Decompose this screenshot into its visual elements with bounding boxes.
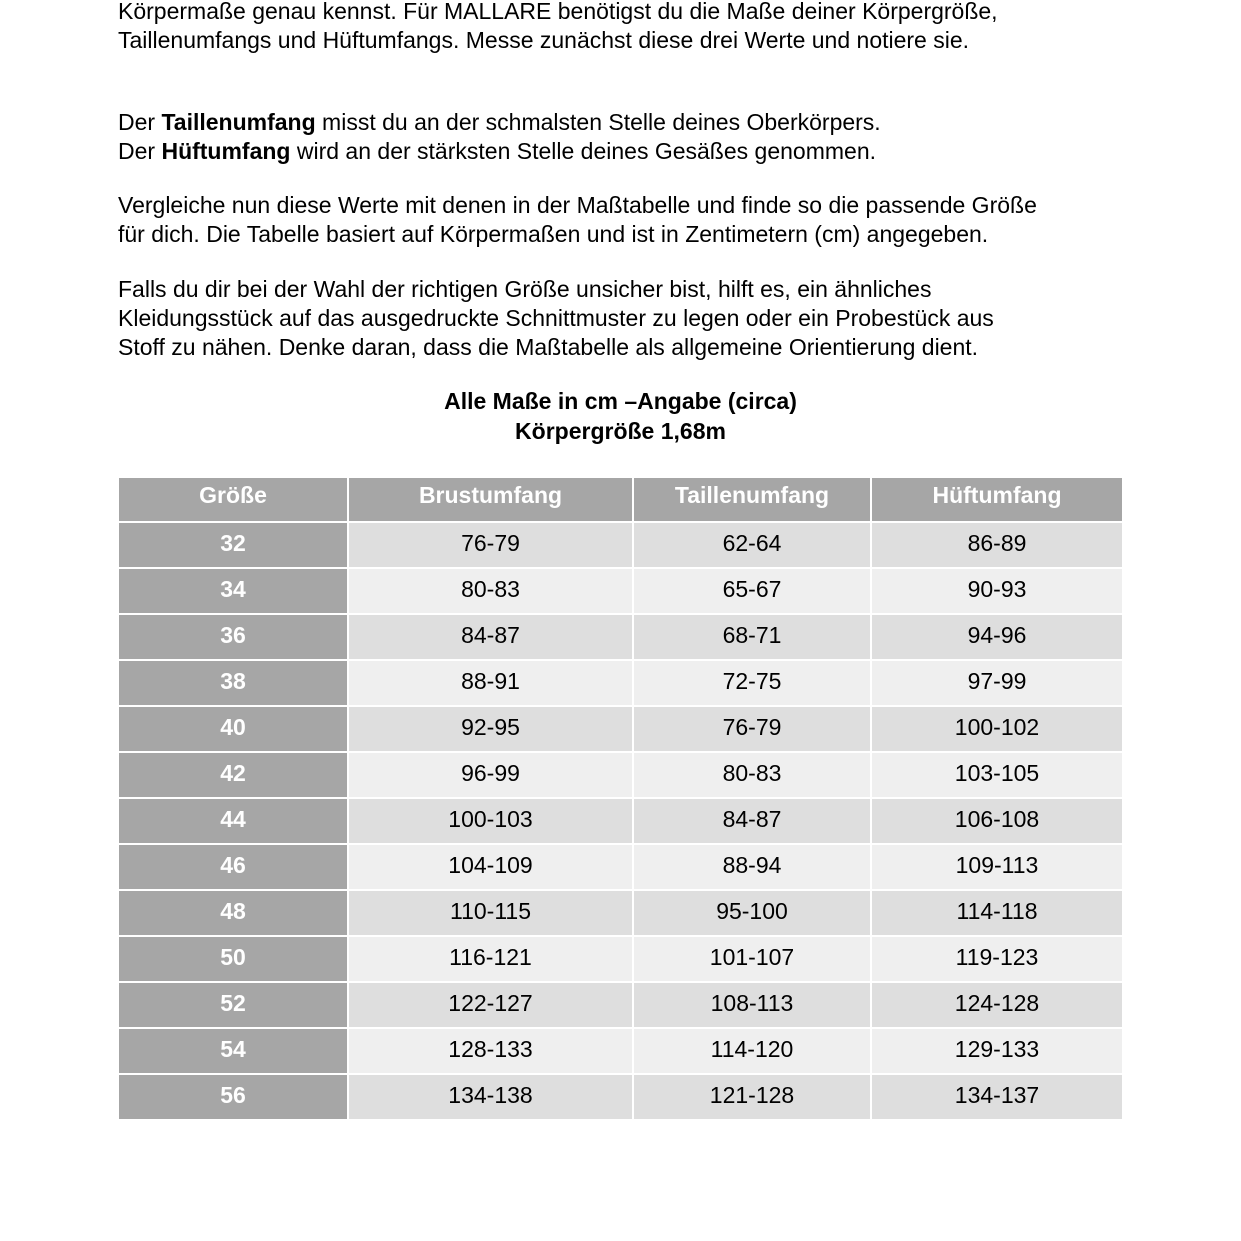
table-row <box>119 1075 1122 1119</box>
waist-rest: misst du an der schmalsten Stelle deines Oberkörpers. <box>315 109 881 135</box>
bust-cell: 128-133 <box>349 1029 632 1073</box>
table-row <box>119 615 1122 659</box>
table-row <box>119 1029 1122 1073</box>
hip-cell: 90-93 <box>872 569 1122 613</box>
bust-cell: 104-109 <box>349 845 632 889</box>
hip-cell: 129-133 <box>872 1029 1122 1073</box>
waist-cell: 65-67 <box>634 569 870 613</box>
hip-prefix: Der <box>118 138 162 164</box>
waist-cell: 76-79 <box>634 707 870 751</box>
waist-cell: 80-83 <box>634 753 870 797</box>
bust-cell: 84-87 <box>349 615 632 659</box>
size-cell: 54 <box>119 1029 347 1073</box>
hip-cell: 134-137 <box>872 1075 1122 1119</box>
bust-cell: 80-83 <box>349 569 632 613</box>
unsure-line-3: Stoff zu nähen. Denke daran, dass die Maßtabelle als allgemeine Orientierung dient. <box>118 334 979 360</box>
waist-cell: 68-71 <box>634 615 870 659</box>
measure-instructions <box>118 108 881 166</box>
size-cell: 44 <box>119 799 347 843</box>
size-cell: 34 <box>119 569 347 613</box>
table-body <box>119 523 1122 1119</box>
hip-cell: 94-96 <box>872 615 1122 659</box>
hip-instruction <box>118 137 881 166</box>
table-row <box>119 983 1122 1027</box>
bust-cell: 116-121 <box>349 937 632 981</box>
table-row <box>119 937 1122 981</box>
compare-line-2: für dich. Die Tabelle basiert auf Körpermaßen und ist in Zentimetern (cm) angegeben. <box>118 221 989 247</box>
hip-cell: 86-89 <box>872 523 1122 567</box>
waist-instruction <box>118 108 881 137</box>
table-header-row <box>119 478 1122 521</box>
table-row <box>119 799 1122 843</box>
hip-cell: 97-99 <box>872 661 1122 705</box>
size-cell: 38 <box>119 661 347 705</box>
table-caption-line-2: Körpergröße 1,68m <box>515 418 726 444</box>
hip-term: Hüftumfang <box>161 138 291 164</box>
hip-cell: 100-102 <box>872 707 1122 751</box>
table-caption-line-1: Alle Maße in cm –Angabe (circa) <box>444 388 797 414</box>
waist-cell: 88-94 <box>634 845 870 889</box>
bust-cell: 122-127 <box>349 983 632 1027</box>
bust-cell: 134-138 <box>349 1075 632 1119</box>
table-row <box>119 707 1122 751</box>
table-row <box>119 523 1122 567</box>
unsure-paragraph <box>118 275 994 362</box>
waist-term: Taillenumfang <box>161 109 316 135</box>
size-cell: 36 <box>119 615 347 659</box>
intro-paragraph <box>118 0 998 55</box>
header-hip: Hüftumfang <box>872 478 1122 521</box>
size-cell: 50 <box>119 937 347 981</box>
unsure-line-1: Falls du dir bei der Wahl der richtigen Größe unsicher bist, hilft es, ein ähnliches <box>118 276 932 302</box>
waist-cell: 84-87 <box>634 799 870 843</box>
size-cell: 46 <box>119 845 347 889</box>
hip-rest: wird an der stärksten Stelle deines Gesäßes genommen. <box>290 138 876 164</box>
unsure-line-2: Kleidungsstück auf das ausgedruckte Schnittmuster zu legen oder ein Probestück aus <box>118 305 994 331</box>
table-row <box>119 891 1122 935</box>
compare-paragraph <box>118 191 1037 249</box>
bust-cell: 100-103 <box>349 799 632 843</box>
header-waist: Taillenumfang <box>634 478 870 521</box>
waist-cell: 121-128 <box>634 1075 870 1119</box>
waist-cell: 114-120 <box>634 1029 870 1073</box>
compare-line-1: Vergleiche nun diese Werte mit denen in der Maßtabelle und finde so die passende Größe <box>118 192 1037 218</box>
intro-line-2: Taillenumfangs und Hüftumfangs. Messe zunächst diese drei Werte und notiere sie. <box>118 27 970 53</box>
hip-cell: 124-128 <box>872 983 1122 1027</box>
bust-cell: 96-99 <box>349 753 632 797</box>
bust-cell: 92-95 <box>349 707 632 751</box>
waist-cell: 101-107 <box>634 937 870 981</box>
header-bust: Brustumfang <box>349 478 632 521</box>
hip-cell: 119-123 <box>872 937 1122 981</box>
table-row <box>119 661 1122 705</box>
header-size: Größe <box>119 478 347 521</box>
table-row <box>119 753 1122 797</box>
table-row <box>119 569 1122 613</box>
size-table <box>117 476 1124 1121</box>
bust-cell: 110-115 <box>349 891 632 935</box>
hip-cell: 109-113 <box>872 845 1122 889</box>
hip-cell: 106-108 <box>872 799 1122 843</box>
bust-cell: 76-79 <box>349 523 632 567</box>
waist-cell: 72-75 <box>634 661 870 705</box>
hip-cell: 114-118 <box>872 891 1122 935</box>
waist-cell: 95-100 <box>634 891 870 935</box>
size-cell: 40 <box>119 707 347 751</box>
size-cell: 56 <box>119 1075 347 1119</box>
table-row <box>119 845 1122 889</box>
size-cell: 52 <box>119 983 347 1027</box>
size-cell: 42 <box>119 753 347 797</box>
table-caption <box>118 386 1123 446</box>
size-cell: 48 <box>119 891 347 935</box>
bust-cell: 88-91 <box>349 661 632 705</box>
size-cell: 32 <box>119 523 347 567</box>
waist-cell: 108-113 <box>634 983 870 1027</box>
waist-cell: 62-64 <box>634 523 870 567</box>
intro-line-1: Körpermaße genau kennst. Für MALLARE benötigst du die Maße deiner Körpergröße, <box>118 0 998 24</box>
waist-prefix: Der <box>118 109 162 135</box>
hip-cell: 103-105 <box>872 753 1122 797</box>
